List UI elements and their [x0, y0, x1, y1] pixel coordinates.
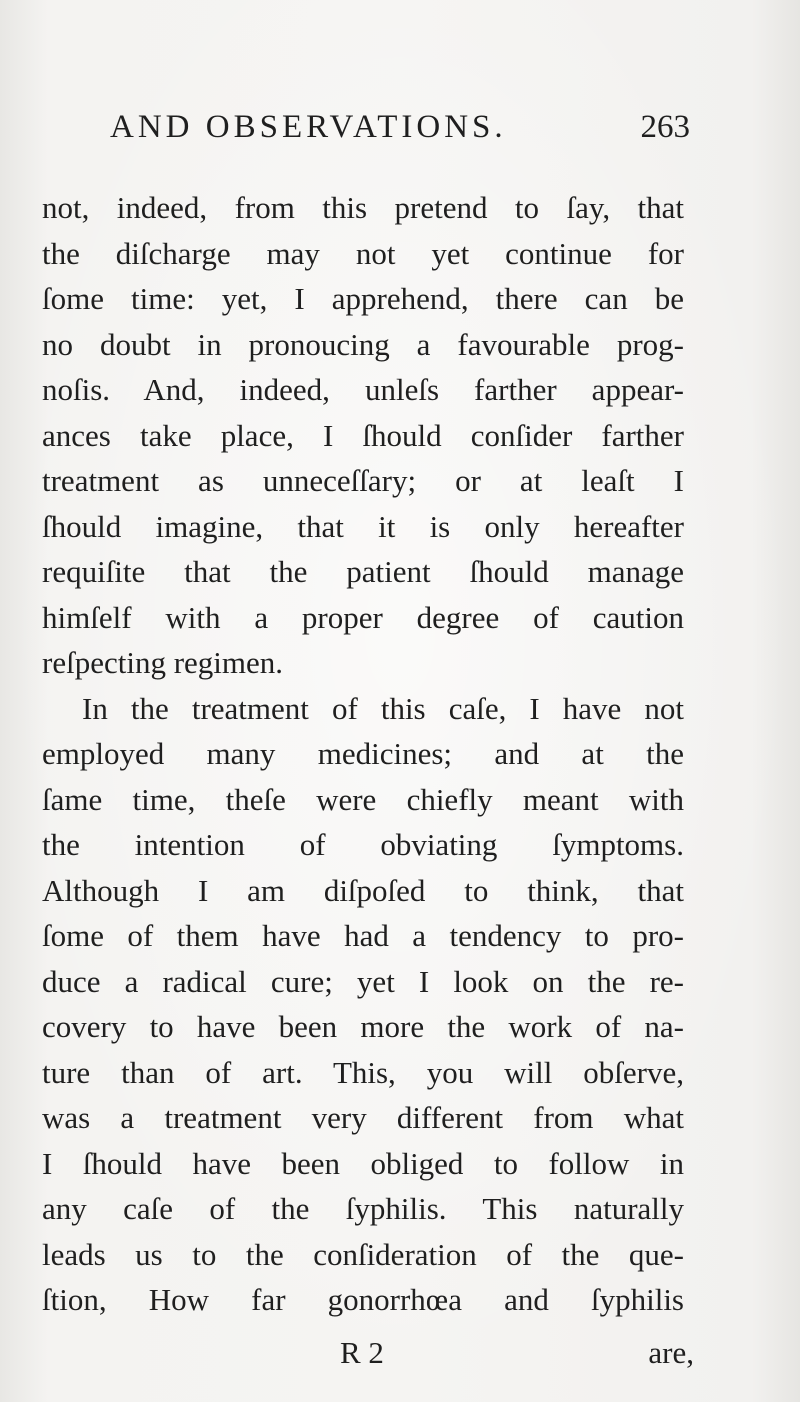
text-line: no doubt in pronoucing a favourable prog-: [42, 326, 684, 362]
signature-mark: R 2: [340, 1335, 384, 1370]
text-line: ſhould imagine, that it is only hereafter: [42, 508, 684, 544]
text-line: ances take place, I ſhould conſider farther: [42, 417, 684, 453]
page-number: 263: [640, 109, 690, 145]
text-line: ſame time, theſe were chiefly meant with: [42, 781, 684, 817]
text-line: reſpecting regimen.: [42, 645, 284, 680]
page-footer: [42, 1330, 694, 1376]
text-line: any caſe of the ſyphilis. This naturally: [42, 1191, 684, 1226]
catchword: are,: [648, 1335, 694, 1370]
text-line: ſome time: yet, I apprehend, there can be: [42, 281, 684, 316]
text-line: In the treatment of this caſe, I have not: [82, 690, 684, 726]
text-line: himſelf with a proper degree of caution: [42, 599, 684, 635]
text-line: the diſcharge may not yet continue for: [42, 235, 684, 271]
text-line: was a treatment very different from what: [42, 1100, 684, 1135]
text-line: I ſhould have been obliged to follow in: [42, 1145, 684, 1181]
text-line: ſome of them have had a tendency to pro-: [42, 918, 684, 953]
paragraph-2: [42, 686, 684, 1323]
text-line: not, indeed, from this pretend to ſay, that: [42, 190, 684, 225]
text-line: treatment as unneceſſary; or at leaſt I: [42, 463, 684, 498]
text-line: ſtion, How far gonorrhœa and ſyphilis: [42, 1282, 684, 1317]
text-line: duce a radical cure; yet I look on the re-: [42, 963, 684, 999]
text-line: leads us to the conſideration of the que-: [42, 1236, 684, 1272]
text-line: employed many medicines; and at the: [42, 736, 684, 771]
running-head: [110, 102, 710, 152]
text-line: Although I am diſpoſed to think, that: [42, 872, 684, 908]
text-line: requiſite that the patient ſhould manage: [42, 554, 684, 589]
text-line: covery to have been more the work of na-: [42, 1009, 684, 1044]
text-line: ture than of art. This, you will obſerve,: [42, 1054, 684, 1090]
running-title: AND OBSERVATIONS.: [110, 109, 507, 145]
paragraph-1: [42, 185, 684, 686]
text-line: the intention of obviating ſymptoms.: [42, 827, 684, 862]
text-line: noſis. And, indeed, unleſs farther appear-: [42, 372, 684, 407]
body-text: [42, 185, 684, 1323]
